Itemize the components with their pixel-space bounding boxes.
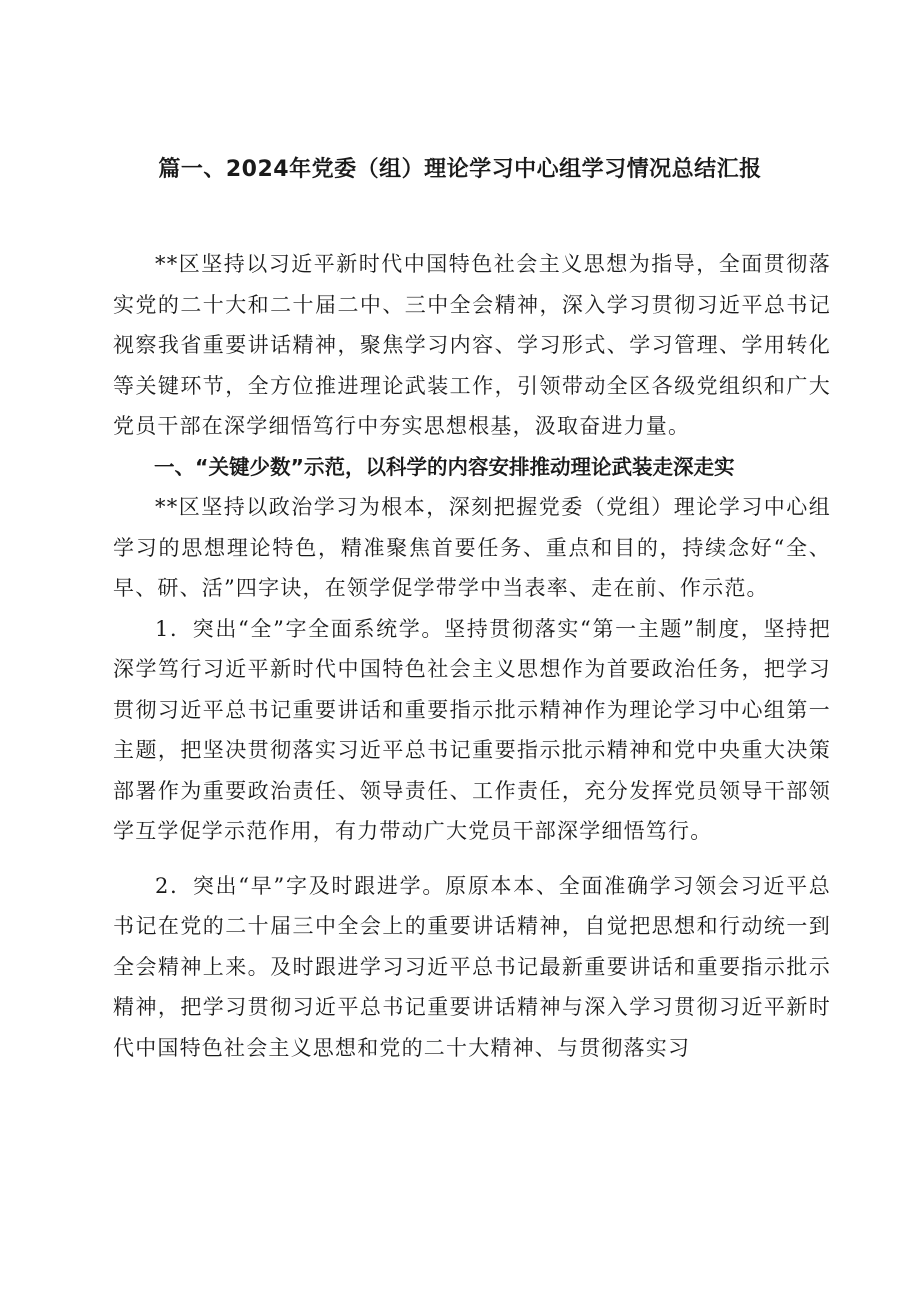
section-1-intro-paragraph: **区坚持以政治学习为根本，深刻把握党委（党组）理论学习中心组学习的思想理论特色，精准聚焦首要任务、重点和目的，持续念好“全、早、研、活”四字诀，在领学促学带学中当表率、走在前、作示范。 [113, 495, 831, 600]
item-2-paragraph: 2．突出“早”字及时跟进学。原原本本、全面准确学习领会习近平总书记在党的二十届三中全会上的重要讲话精神，自觉把思想和行动统一到全会精神上来。及时跟进学习习近平总书记最新重要讲话和重要指示批示精神，把学习贯彻习近平总书记重要讲话精神与深入学习贯彻习近平新时代中国特色社会主义思想和党的二十大精神、与贯彻落实习 [113, 873, 831, 1060]
section-heading-1: 一、“关键少数”示范，以科学的内容安排推动理论武装走深走实 [154, 454, 735, 479]
item-1-paragraph: 1．突出“全”字全面系统学。坚持贯彻落实“第一主题”制度，坚持把深学笃行习近平新时代中国特色社会主义思想作为首要政治任务，把学习贯彻习近平总书记重要讲话和重要指示批示精神作为理论学习中心组第一主题，把坚决贯彻落实习近平总书记重要指示批示精神和党中央重大决策部署作为重要政治责任、领导责任、工作责任，充分发挥党员领导干部领学互学促学示范作用，有力带动广大党员干部深学细悟笃行。 [113, 616, 831, 843]
document-title: 篇一、2024年党委（组）理论学习中心组学习情况总结汇报 [158, 157, 762, 182]
document-body [113, 244, 831, 1068]
intro-paragraph: **区坚持以习近平新时代中国特色社会主义思想为指导，全面贯彻落实党的二十大和二十届二中、三中全会精神，深入学习贯彻习近平总书记视察我省重要讲话精神，聚焦学习内容、学习形式、学习管理、学用转化等关键环节，全方位推进理论武装工作，引领带动全区各级党组织和广大党员干部在深学细悟笃行中夯实思想根基，汲取奋进力量。 [113, 252, 831, 438]
